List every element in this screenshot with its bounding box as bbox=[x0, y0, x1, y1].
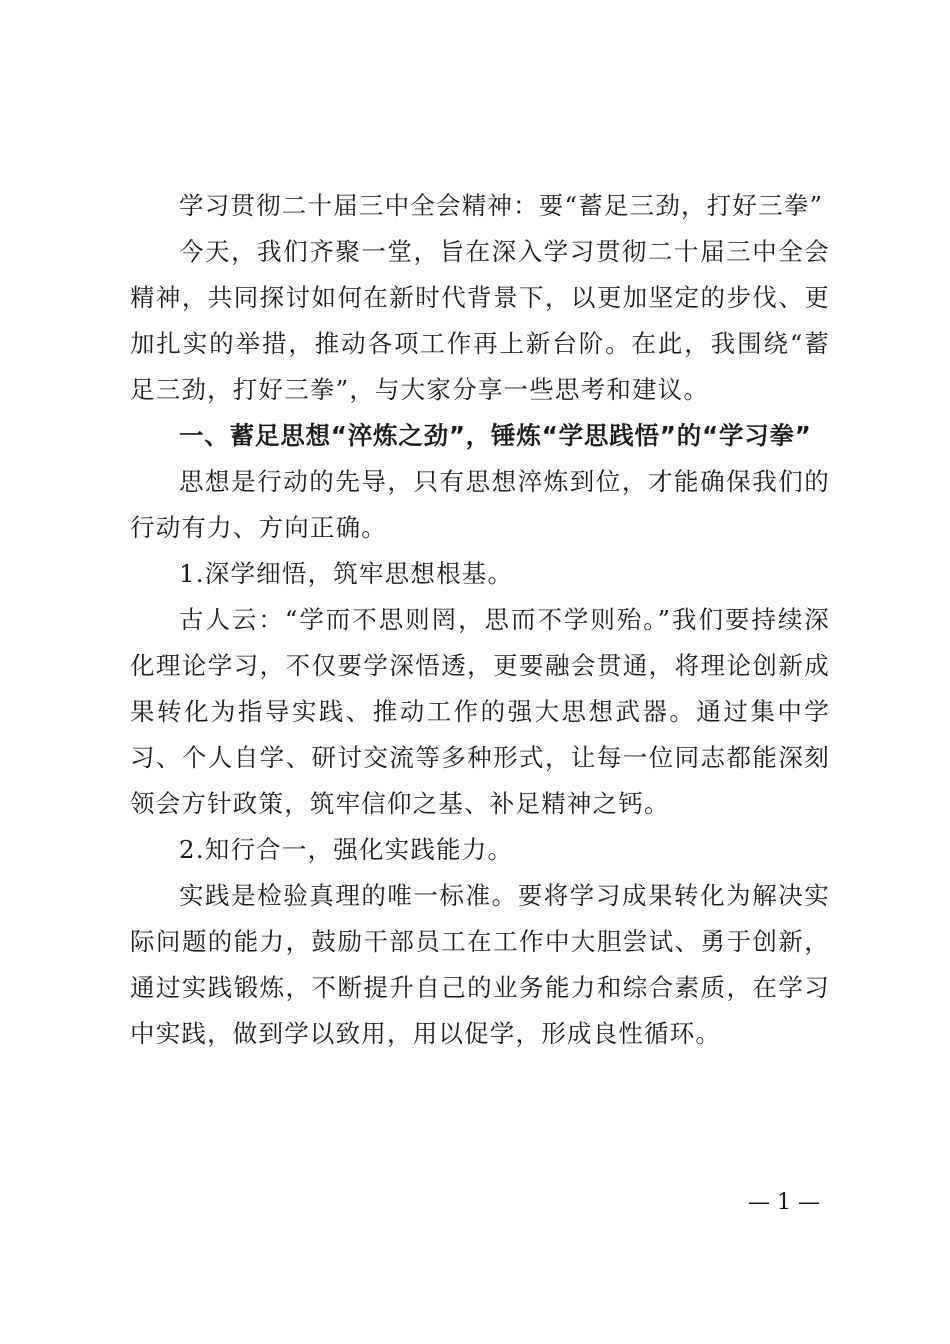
item-2-paragraph: 实践是检验真理的唯一标准。要将学习成果转化为解决实际问题的能力，鼓励干部员工在工作中大胆尝试、勇于创新，通过实践锻炼，不断提升自己的业务能力和综合素质，在学习中实践，做到学以致用，用以促学，形成良性循环。 bbox=[130, 881, 830, 1048]
intro-paragraph: 今天，我们齐聚一堂，旨在深入学习贯彻二十届三中全会精神，共同探讨如何在新时代背景下，以更加坚定的步伐、更加扎实的举措，推动各项工作再上新台阶。在此，我围绕“蓄足三劲，打好三拳”，与大家分享一些思考和建议。 bbox=[130, 237, 830, 404]
section-1-paragraph: 思想是行动的先导，只有思想淬炼到位，才能确保我们的行动有力、方向正确。 bbox=[130, 467, 830, 542]
document-body bbox=[130, 183, 830, 1057]
item-2-heading: 2.知行合一，强化实践能力。 bbox=[179, 835, 514, 864]
item-1-heading: 1.深学细悟，筑牢思想根基。 bbox=[179, 559, 514, 588]
item-1-paragraph: 古人云：“学而不思则罔，思而不学则殆。”我们要持续深化理论学习，不仅要学深悟透，更要融会贯通，将理论创新成果转化为指导实践、推动工作的强大思想武器。通过集中学习、个人自学、研讨交流等多种形式，让每一位同志都能深刻领会方针政策，筑牢信仰之基、补足精神之钙。 bbox=[130, 605, 830, 818]
section-1-heading: 一、蓄足思想“淬炼之劲”，锤炼“学思践悟”的“学习拳” bbox=[179, 421, 812, 450]
page-number: — 1 — bbox=[748, 1190, 820, 1215]
document-title: 学习贯彻二十届三中全会精神：要“蓄足三劲，打好三拳” bbox=[179, 191, 824, 220]
